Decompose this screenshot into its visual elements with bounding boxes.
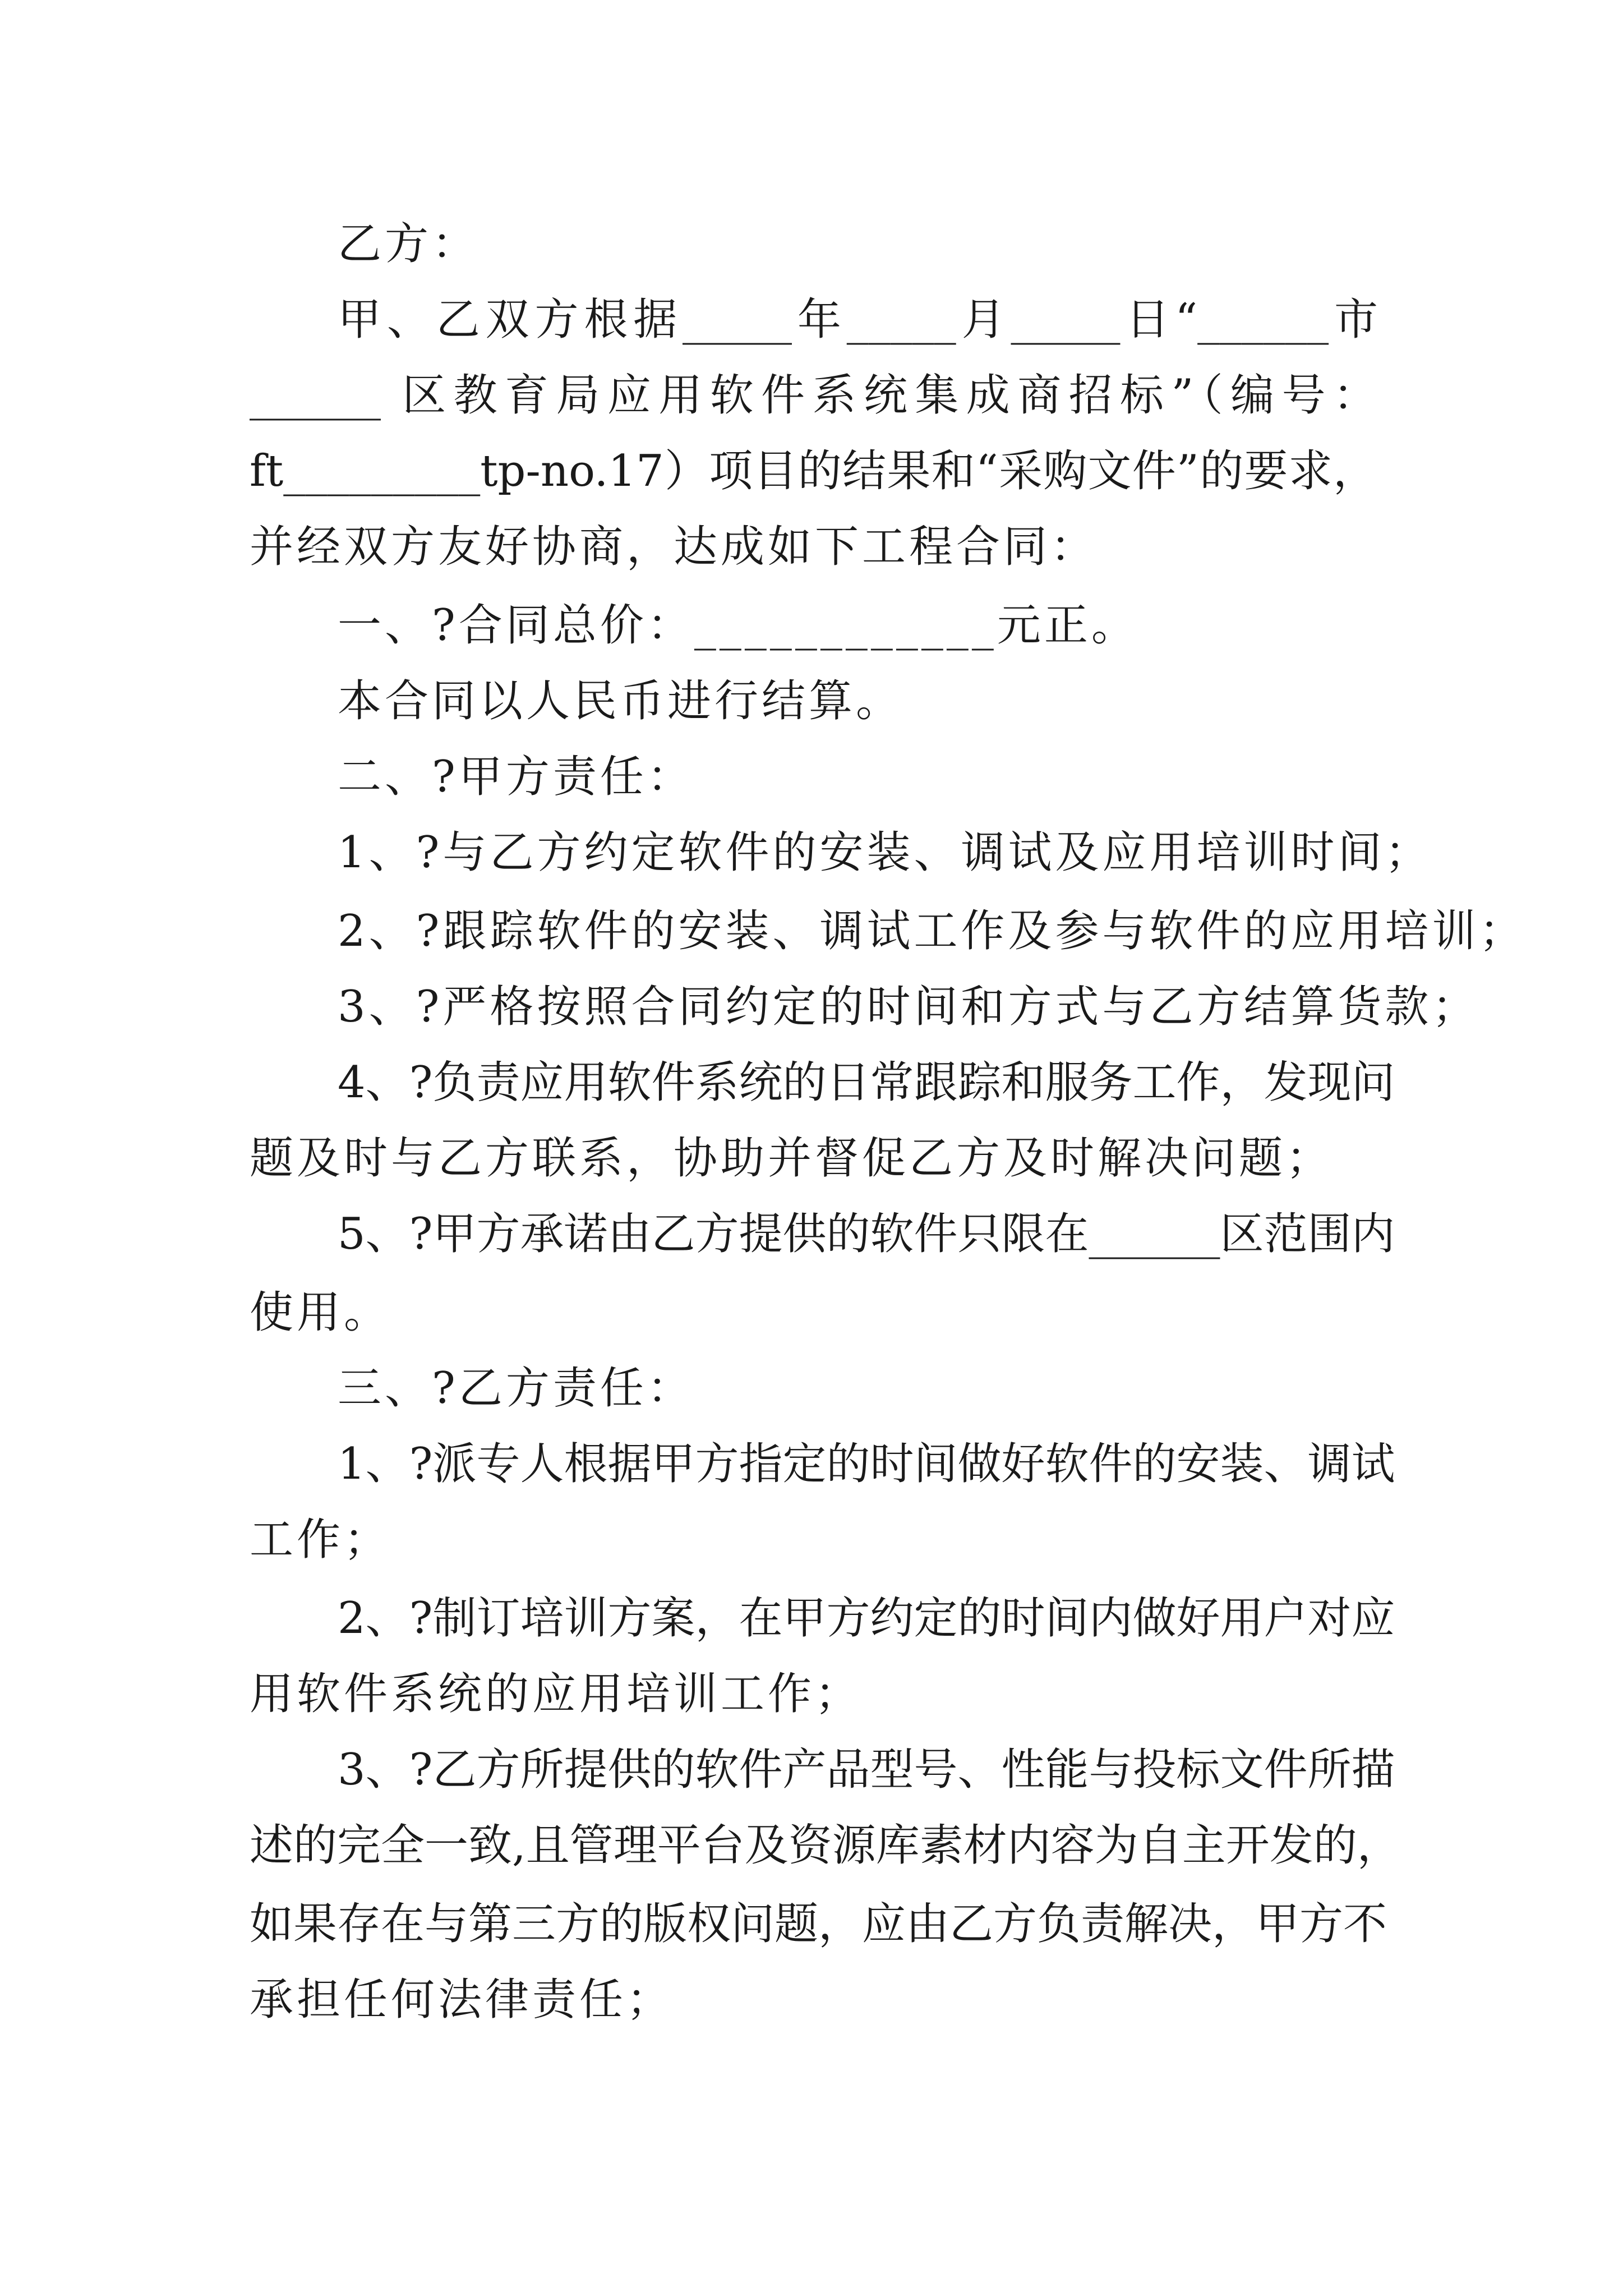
party-b-item-1-line-1: 1、?派专人根据甲方指定的时间做好软件的安装、调试 <box>338 1439 1395 1489</box>
intro-paragraph-line-4: 并经双方友好协商，达成如下工程合同： <box>250 522 1098 572</box>
party-b-item-1-line-2: 工作； <box>250 1515 391 1565</box>
party-a-item-5-line-1: 5、?甲方承诺由乙方提供的软件只限在______区范围内 <box>338 1209 1395 1259</box>
settlement-currency: 本合同以人民币进行结算。 <box>338 676 903 726</box>
party-b-item-3-line-3: 如果存在与第三方的版权问题，应由乙方负责解决，甲方不 <box>250 1899 1387 1949</box>
party-a-item-4-line-2: 题及时与乙方联系，协助并督促乙方及时解决问题； <box>250 1133 1334 1184</box>
intro-paragraph-line-3: ft_________tp-no.17）项目的结果和“采购文件”的要求， <box>250 446 1377 496</box>
party-b-item-3-line-2: 述的完全一致,且管理平台及资源库素材内容为自主开发的， <box>250 1820 1401 1871</box>
party-a-item-1: 1、?与乙方约定软件的安装、调试及应用培训时间； <box>338 827 1432 878</box>
section-total-price: 一、?合同总价：____________元正。 <box>338 600 1138 651</box>
section-party-a-heading: 二、?甲方责任： <box>338 752 694 802</box>
party-a-item-5-line-2: 使用。 <box>250 1287 391 1338</box>
section-party-b-heading: 三、?乙方责任： <box>338 1363 694 1414</box>
intro-paragraph-line-1: 甲、乙双方根据_____年_____月_____日“______市 <box>338 295 1378 345</box>
intro-paragraph-line-2: ______ 区教育局应用软件系统集成商招标”（编号： <box>250 370 1377 421</box>
party-b-item-2-line-1: 2、?制订培训方案，在甲方约定的时间内做好用户对应 <box>338 1593 1395 1644</box>
party-b-item-3-line-1: 3、?乙方所提供的软件产品型号、性能与投标文件所描 <box>338 1745 1395 1795</box>
party-b-item-2-line-2: 用软件系统的应用培训工作； <box>250 1669 863 1719</box>
party-a-item-2: 2、?跟踪软件的安装、调试工作及参与软件的应用培训； <box>338 906 1527 956</box>
party-a-item-3: 3、?严格按照合同约定的时间和方式与乙方结算货款； <box>338 982 1479 1032</box>
party-a-item-4-line-1: 4、?负责应用软件系统的日常跟踪和服务工作，发现问 <box>338 1057 1395 1108</box>
party-b-item-3-line-4: 承担任何法律责任； <box>250 1975 674 2025</box>
party-b-label: 乙方： <box>338 219 479 269</box>
